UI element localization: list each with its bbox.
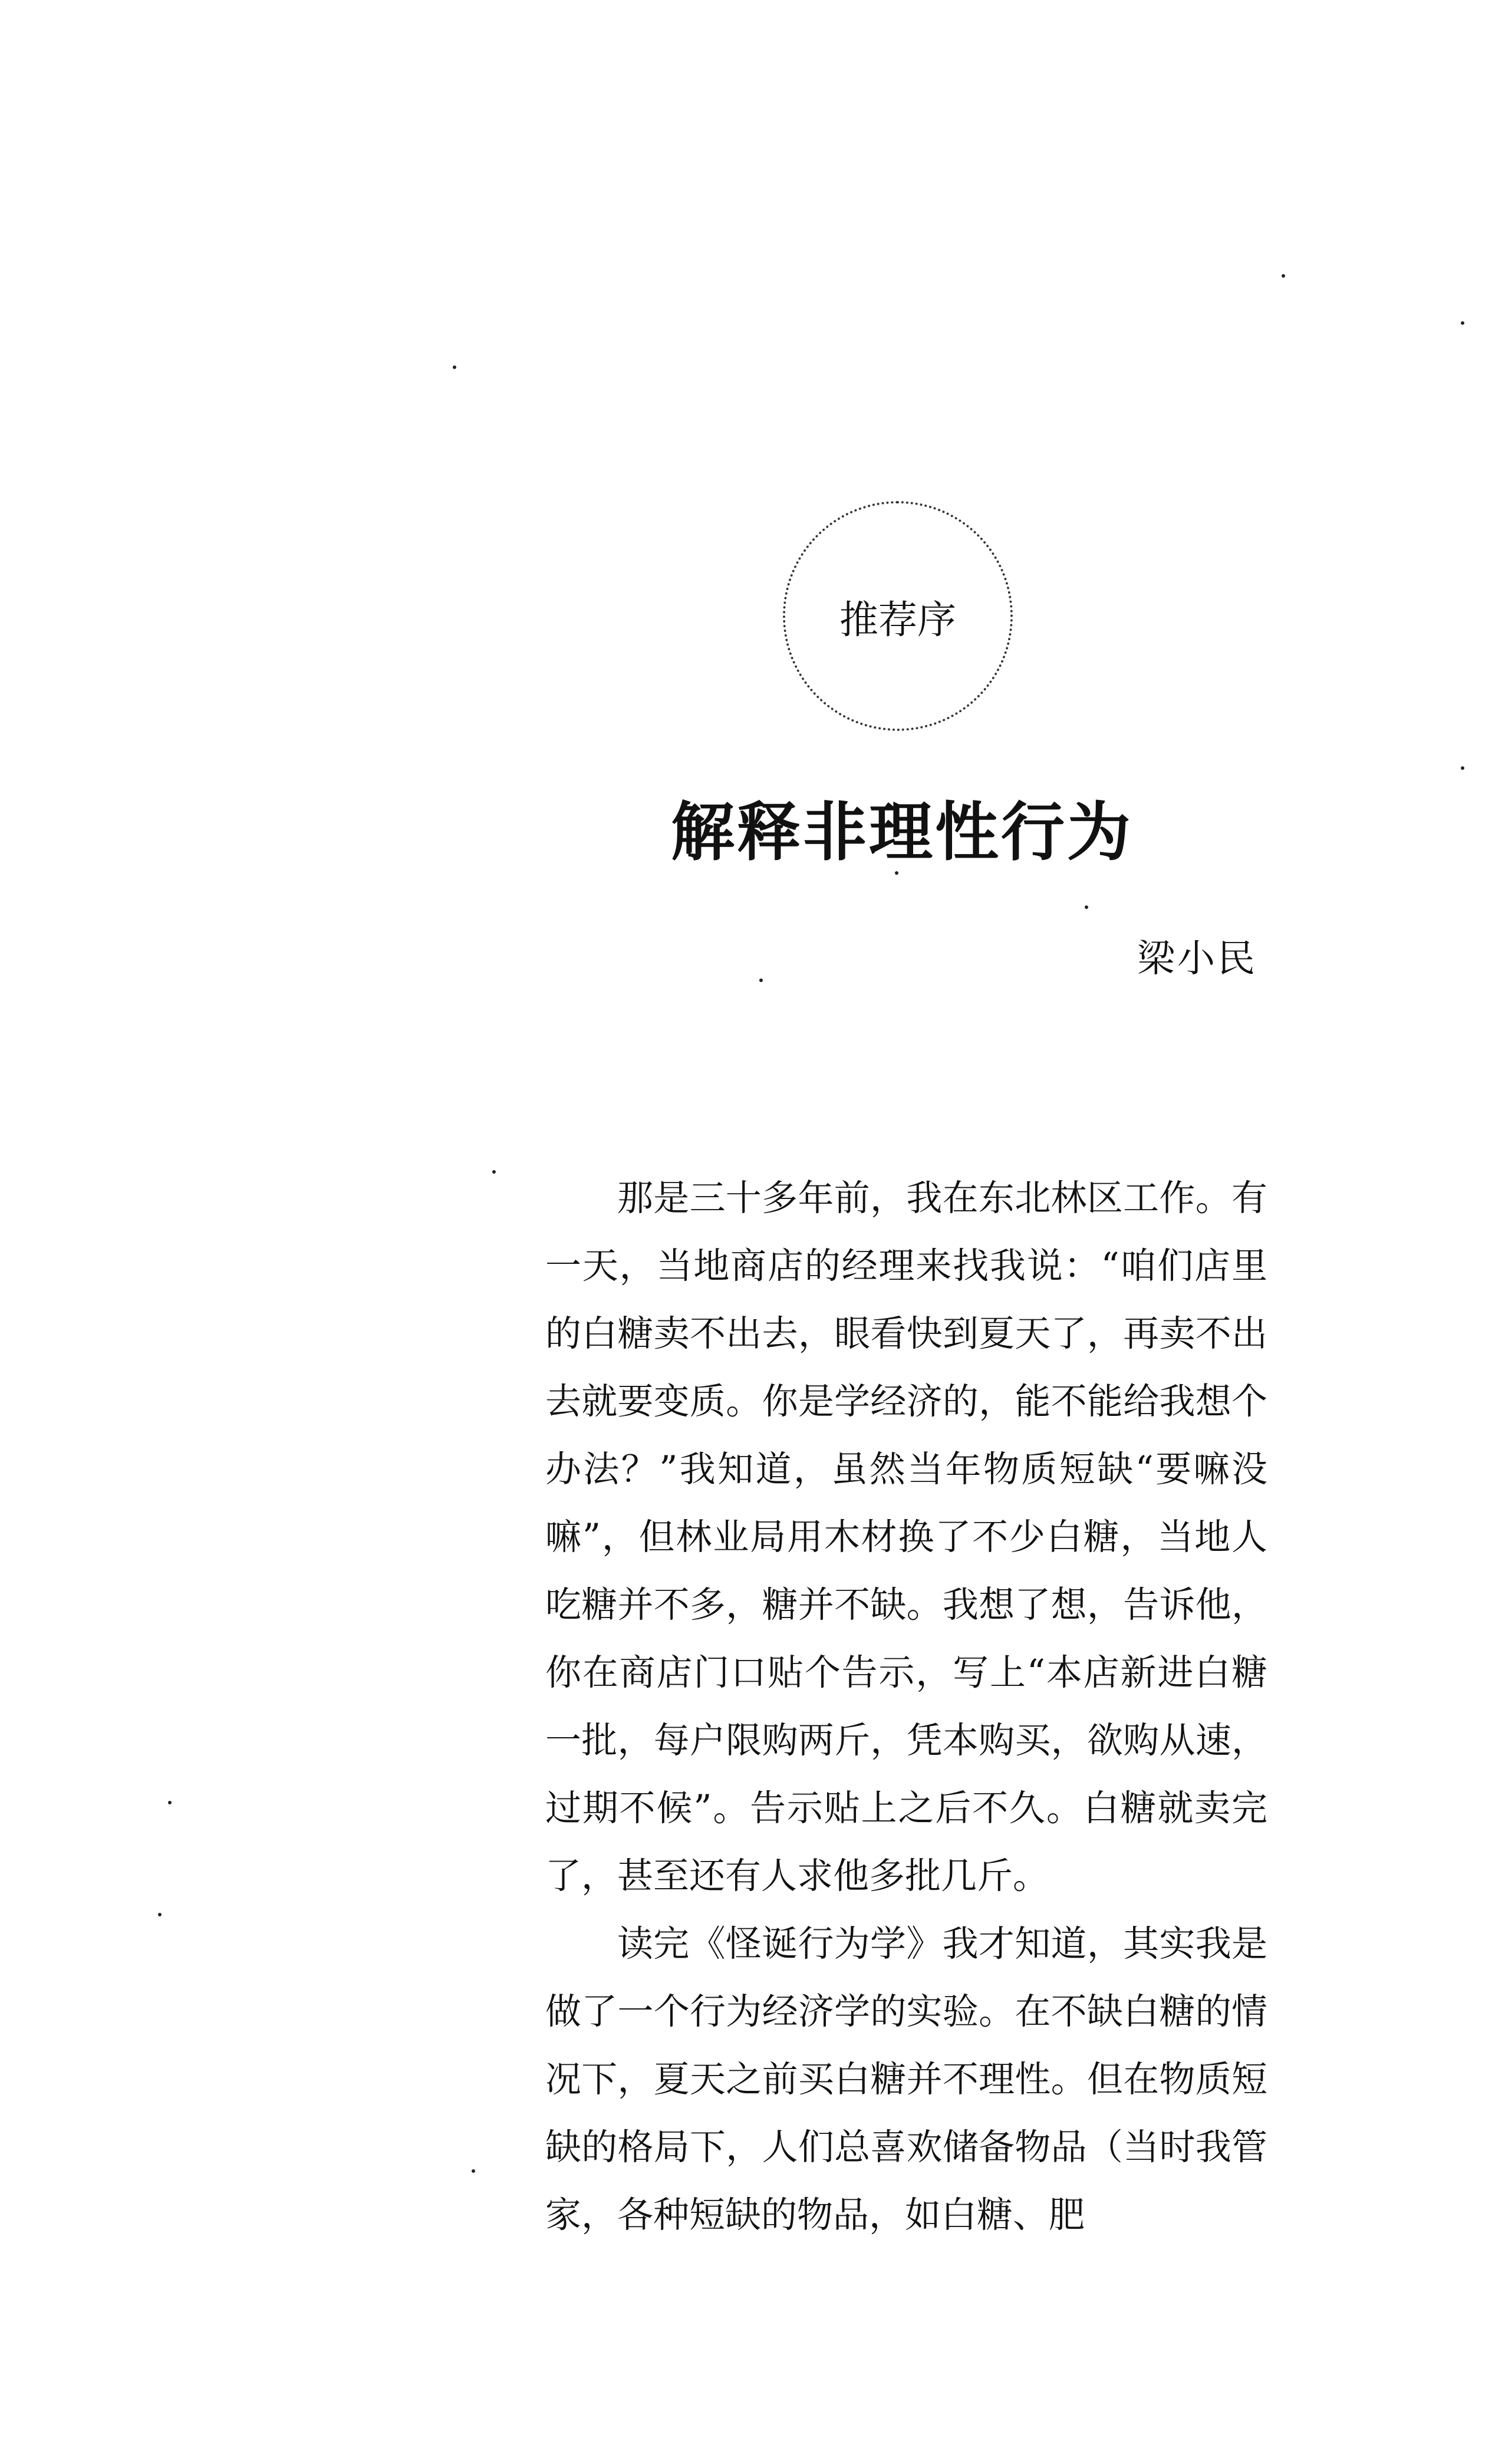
scan-speck bbox=[168, 1801, 172, 1804]
paragraph: 读完《怪诞行为学》我才知道，其实我是做了一个行为经济学的实验。在不缺白糖的情况下，夏天之前买白糖并不理性。但在物质短缺的格局下，人们总喜欢储备物品（当时我管家，各种短缺的物品，如白糖、肥 bbox=[545, 1923, 1267, 2236]
section-badge-label: 推荐序 bbox=[839, 597, 956, 643]
scan-speck bbox=[1085, 905, 1088, 909]
scan-speck bbox=[1282, 274, 1285, 278]
scan-speck bbox=[492, 1170, 496, 1174]
scan-speck bbox=[453, 365, 456, 369]
page-title: 解释非理性行为 bbox=[670, 795, 1133, 869]
scan-speck bbox=[158, 1913, 162, 1916]
scan-speck bbox=[1461, 766, 1464, 770]
paragraph: 那是三十多年前，我在东北林区工作。有一天，当地商店的经理来找我说：“咱们店里的白糖卖不出去，眼看快到夏天了，再卖不出去就要变质。你是学经济的，能不能给我想个办法？”我知道，虽然当年物质短缺“要嘛没嘛”，但林业局用木材换了不少白糖，当地人吃糖并不多，糖并不缺。我想了想，告诉他，你在商店门口贴个告示，写上“本店新进白糖一批，每户限购两斤，凭本购买，欲购从速，过期不候”。告示贴上之后不久。白糖就卖完了，甚至还有人求他多批几斤。 bbox=[545, 1177, 1267, 1897]
scan-speck bbox=[759, 979, 763, 982]
author-name: 梁小民 bbox=[1137, 937, 1257, 981]
scan-speck bbox=[1461, 321, 1464, 325]
body-text bbox=[545, 1164, 1267, 2249]
scan-speck bbox=[472, 2169, 475, 2173]
